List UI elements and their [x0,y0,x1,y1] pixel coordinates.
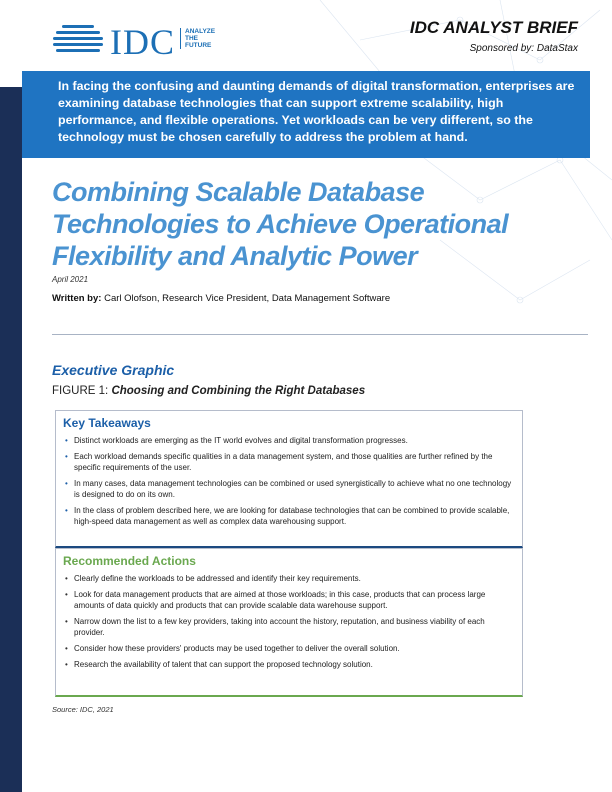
publish-date: April 2021 [52,275,89,284]
banner-text: In facing the confusing and daunting demands of digital transformation, enterprises are examining database technologies that can support extreme scalability, high performance, and flexible operations. Yet workloads can be very different, so the technology must be chosen carefully to address the problem at hand. [58,79,575,144]
recommended-actions-panel [55,548,523,697]
logo-tagline: ANALYZE THE FUTURE [180,28,215,49]
document-title: Combining Scalable Database Technologies to Achieve Operational Flexibility and Analytic Power [52,177,509,271]
idc-logo [52,22,272,62]
figure-title: Choosing and Combining the Right Databases [111,385,366,397]
key-takeaways-list [65,435,513,532]
key-takeaways-panel [55,410,523,548]
list-item: • Narrow down the list to a few key providers, taking into account the history, reputation, and business viability of each provider. [65,616,513,638]
figure-label: FIGURE 1: [52,385,109,397]
list-item: • Look for data management products that are aimed at those workloads; in this case, products that can process large amounts of data quickly and products that can provide scalable data warehouse support. [65,589,513,611]
source-note: Source: IDC, 2021 [52,705,114,714]
recommended-actions-heading: Recommended Actions [63,554,196,568]
section-divider [52,334,588,335]
section-heading: Executive Graphic [52,362,175,378]
list-item: • Consider how these providers' products may be used together to deliver the overall solution. [65,643,513,654]
recommended-actions-list [65,573,513,675]
author-line [52,293,390,304]
brief-title: IDC ANALYST BRIEF [409,18,578,37]
list-item: • In many cases, data management technologies can be combined or used synergistically to achieve what no one technology is designed to do on its own. [65,478,513,500]
summary-banner [22,71,590,158]
author-label: Written by: [52,293,102,304]
author-name: Carl Olofson, Research Vice President, Data Management Software [104,293,391,304]
globe-icon [52,24,104,56]
list-item: • Research the availability of talent that can support the proposed technology solution. [65,659,513,670]
sponsor-line: Sponsored by: DataStax [469,43,578,54]
list-item: • In the class of problem described here, we are looking for database technologies that can be combined to provide scalable, high-speed data management as well as complex data warehousing support. [65,505,513,527]
figure-caption [52,385,365,397]
left-accent-bar [0,87,22,792]
list-item: • Distinct workloads are emerging as the IT world evolves and digital transformation progresses. [65,435,513,446]
list-item: • Each workload demands specific qualities in a data management system, and those qualities are further refined by the specific requirements of the user. [65,451,513,473]
logo-wordmark: IDC [110,22,175,62]
list-item: • Clearly define the workloads to be addressed and identify their key requirements. [65,573,513,584]
key-takeaways-heading: Key Takeaways [63,416,151,430]
